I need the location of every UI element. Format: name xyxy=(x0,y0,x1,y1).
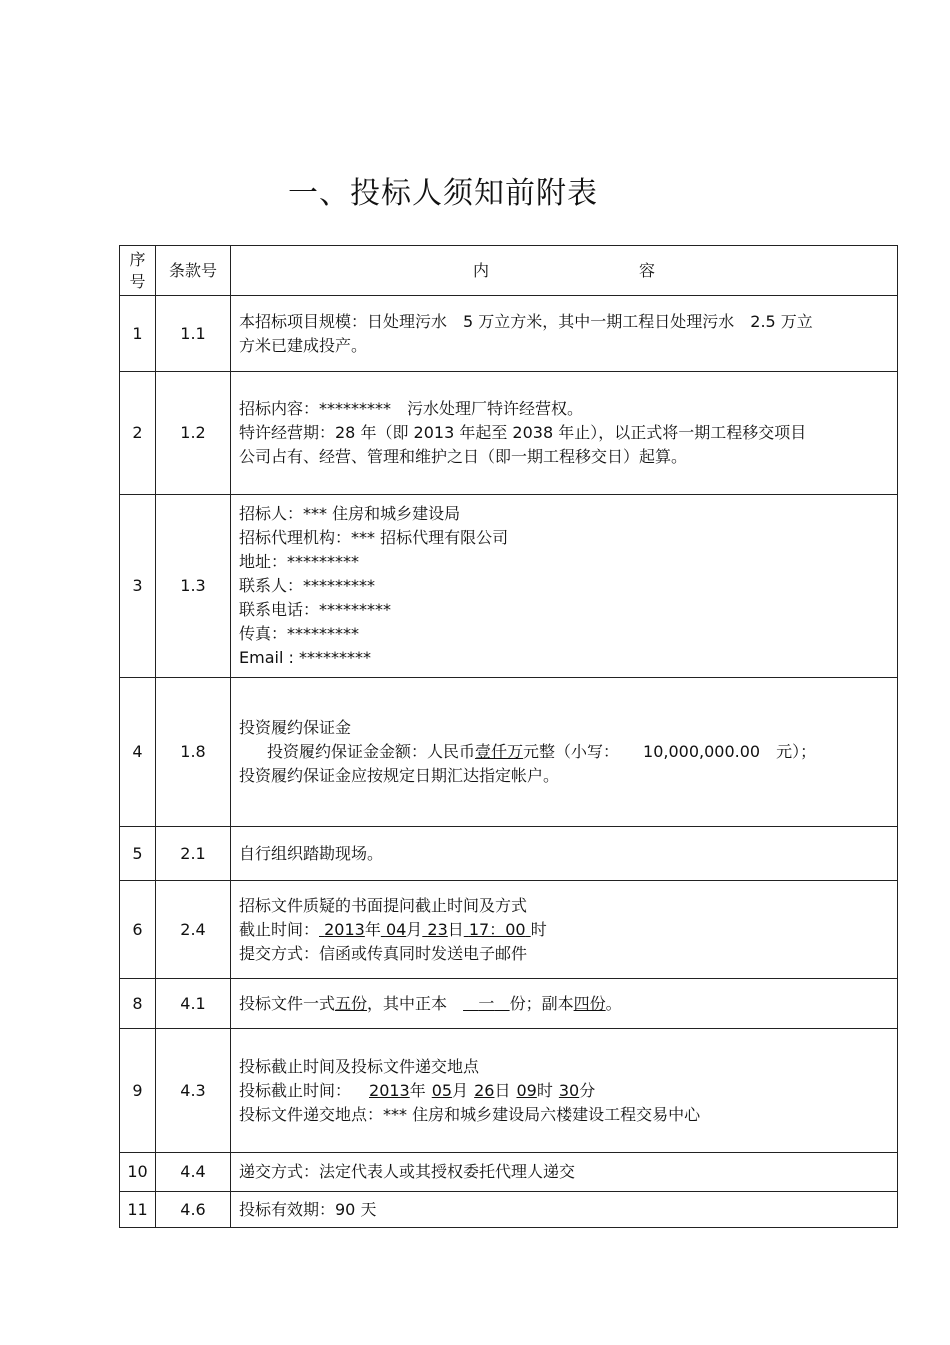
year-value: 2013 xyxy=(324,919,365,939)
month-value: 04 xyxy=(385,919,407,939)
deadline-label: 截止时间： xyxy=(239,919,320,939)
content-line: 联系电话：********* xyxy=(239,600,392,619)
day-unit: 日 xyxy=(447,919,464,939)
content-line: 本招标项目规模：日处理污水 5 万立方米，其中一期工程日处理污水 2.5 万立 xyxy=(239,311,813,331)
minute-unit: 分 xyxy=(579,1080,596,1100)
content-line: 地址：********* xyxy=(239,552,360,571)
year-unit: 年 xyxy=(409,1080,426,1100)
row-content xyxy=(231,1029,898,1153)
deadline-month xyxy=(381,920,406,939)
content-line: 传真：********* xyxy=(239,624,360,643)
deadline-hour: 09 xyxy=(516,1080,537,1100)
content-line: 招标人：*** 住房和城乡建设局 xyxy=(239,504,461,523)
row-clause: 2.4 xyxy=(156,881,231,979)
day-unit: 日 xyxy=(494,1080,511,1100)
copies-text: 。 xyxy=(605,993,622,1013)
content-line: 投标文件递交地点：*** 住房和城乡建设局六楼建设工程交易中心 xyxy=(239,1104,701,1124)
row-seq: 11 xyxy=(120,1192,156,1228)
row-clause: 4.1 xyxy=(156,979,231,1029)
row-seq: 5 xyxy=(120,827,156,881)
table-row xyxy=(120,881,898,979)
row-content xyxy=(231,372,898,495)
content-line: 自行组织踏勘现场。 xyxy=(239,843,384,863)
content-line: 特许经营期：28 年（即 2013 年起至 2038 年止），以正式将一期工程移交项目 xyxy=(239,423,807,442)
row-seq: 8 xyxy=(120,979,156,1029)
table-row xyxy=(120,495,898,678)
hour-unit: 时 xyxy=(536,1080,553,1100)
row-content xyxy=(231,881,898,979)
content-line xyxy=(239,740,891,764)
deadline-day: 26 xyxy=(474,1080,495,1100)
page-title: 一、投标人须知前附表 xyxy=(288,176,598,211)
deadline-time xyxy=(464,920,531,939)
table-row xyxy=(120,1192,898,1228)
amount-label: 投资履约保证金金额：人民币 xyxy=(267,742,476,761)
copies-original xyxy=(463,994,510,1013)
header-content-left: 内 xyxy=(472,260,489,280)
month-unit: 月 xyxy=(452,1080,469,1100)
time-unit: 时 xyxy=(530,919,547,939)
content-line: Email : ********* xyxy=(239,648,371,667)
row-content xyxy=(231,1192,898,1228)
row-clause: 4.3 xyxy=(156,1029,231,1153)
header-content xyxy=(231,246,898,296)
content-line: 投资履约保证金应按规定日期汇达指定帐户。 xyxy=(239,766,560,785)
header-seq xyxy=(120,246,156,296)
header-clause: 条款号 xyxy=(156,246,231,296)
content-line: 投标截止时间及投标文件递交地点 xyxy=(239,1056,480,1076)
row-clause: 4.6 xyxy=(156,1192,231,1228)
row-clause: 1.1 xyxy=(156,296,231,372)
content-line: 方米已建成投产。 xyxy=(239,335,368,355)
deadline-month: 05 xyxy=(431,1080,453,1100)
table-row xyxy=(120,1153,898,1192)
table-row xyxy=(120,296,898,372)
content-line: 招标文件质疑的书面提问截止时间及方式 xyxy=(239,895,528,915)
row-seq: 1 xyxy=(120,296,156,372)
copies-text: ，其中正本 xyxy=(367,993,448,1013)
row-seq: 9 xyxy=(120,1029,156,1153)
header-seq-bottom: 号 xyxy=(129,271,146,291)
row-clause: 2.1 xyxy=(156,827,231,881)
amount-figures: 元整（小写： 10,000,000.00 元）； xyxy=(523,742,817,761)
content-line: 投标有效期：90 天 xyxy=(239,1199,377,1219)
bid-notice-table xyxy=(119,245,898,1228)
content-line: 联系人：********* xyxy=(239,576,376,595)
row-seq: 2 xyxy=(120,372,156,495)
content-line: 提交方式：信函或传真同时发送电子邮件 xyxy=(239,943,528,963)
content-line: 投资履约保证金 xyxy=(239,718,352,737)
deadline-year xyxy=(319,920,365,939)
content-line: 招标内容：********* 污水处理厂特许经营权。 xyxy=(239,399,584,418)
deadline-year: 2013 xyxy=(369,1080,410,1100)
deadline-day xyxy=(422,920,447,939)
amount-words: 壹仟万 xyxy=(475,742,524,761)
copies-duplicate: 四份 xyxy=(573,993,606,1013)
row-seq: 4 xyxy=(120,678,156,827)
content-line xyxy=(239,1079,891,1103)
row-content xyxy=(231,495,898,678)
table-row xyxy=(120,979,898,1029)
header-content-right: 容 xyxy=(639,260,656,280)
row-content xyxy=(231,678,898,827)
header-row xyxy=(120,246,898,296)
copies-text: 份；副本 xyxy=(509,993,574,1013)
time-value: 17：00 xyxy=(468,919,526,939)
deadline-label: 投标截止时间： xyxy=(239,1080,352,1100)
row-content xyxy=(231,979,898,1029)
row-seq: 3 xyxy=(120,495,156,678)
original-value: 一 xyxy=(478,993,495,1013)
row-seq: 10 xyxy=(120,1153,156,1192)
deadline-minute: 30 xyxy=(558,1080,580,1100)
table-row xyxy=(120,1029,898,1153)
row-seq: 6 xyxy=(120,881,156,979)
day-value: 23 xyxy=(427,919,448,939)
table-row xyxy=(120,827,898,881)
header-seq-top: 序 xyxy=(129,249,146,269)
content-line: 公司占有、经营、管理和维护之日（即一期工程移交日）起算。 xyxy=(239,447,688,466)
content-line: 招标代理机构：*** 招标代理有限公司 xyxy=(239,528,509,547)
row-content xyxy=(231,1153,898,1192)
row-clause: 4.4 xyxy=(156,1153,231,1192)
content-line xyxy=(239,992,891,1016)
month-unit: 月 xyxy=(406,919,423,939)
year-unit: 年 xyxy=(364,919,381,939)
copies-text: 投标文件一式 xyxy=(239,993,336,1013)
copies-total: 五份 xyxy=(335,993,368,1013)
row-clause: 1.3 xyxy=(156,495,231,678)
content-line xyxy=(239,918,891,942)
table-row xyxy=(120,678,898,827)
row-content xyxy=(231,827,898,881)
table-row xyxy=(120,372,898,495)
row-clause: 1.8 xyxy=(156,678,231,827)
row-content xyxy=(231,296,898,372)
row-clause: 1.2 xyxy=(156,372,231,495)
content-line: 递交方式：法定代表人或其授权委托代理人递交 xyxy=(239,1162,576,1181)
